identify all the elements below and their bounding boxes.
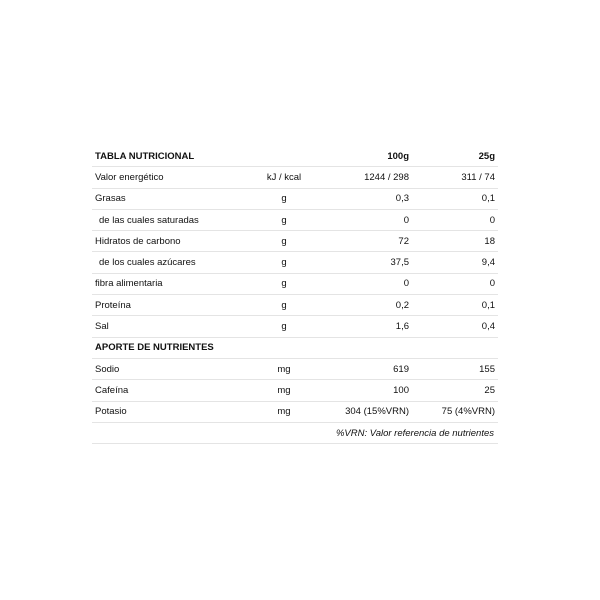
row-value-25g: 0,1 bbox=[412, 295, 498, 316]
row-label: Sodio bbox=[92, 358, 250, 379]
row-unit: mg bbox=[250, 358, 318, 379]
row-value-100g: 72 bbox=[318, 231, 412, 252]
footnote: %VRN: Valor referencia de nutrientes bbox=[92, 422, 498, 443]
row-value-25g: 9,4 bbox=[412, 252, 498, 273]
row-value-100g: 37,5 bbox=[318, 252, 412, 273]
table-row bbox=[92, 316, 498, 337]
table-title: TABLA NUTRICIONAL bbox=[92, 146, 250, 167]
table-row bbox=[92, 209, 498, 230]
row-label: Cafeína bbox=[92, 380, 250, 401]
section-header-row bbox=[92, 337, 498, 358]
row-unit: g bbox=[250, 295, 318, 316]
row-value-100g: 0,2 bbox=[318, 295, 412, 316]
table-row bbox=[92, 188, 498, 209]
row-label: Hidratos de carbono bbox=[92, 231, 250, 252]
row-unit: g bbox=[250, 273, 318, 294]
row-value-100g: 0 bbox=[318, 273, 412, 294]
row-label: de los cuales azúcares bbox=[92, 252, 250, 273]
row-value-100g: 1,6 bbox=[318, 316, 412, 337]
table-row bbox=[92, 167, 498, 188]
header-25g: 25g bbox=[412, 146, 498, 167]
row-label: Grasas bbox=[92, 188, 250, 209]
row-unit: g bbox=[250, 188, 318, 209]
row-label: Valor energético bbox=[92, 167, 250, 188]
row-label: fibra alimentaria bbox=[92, 273, 250, 294]
table-row bbox=[92, 252, 498, 273]
row-value-25g: 0,4 bbox=[412, 316, 498, 337]
table-row bbox=[92, 380, 498, 401]
table-row bbox=[92, 273, 498, 294]
header-unit-cell bbox=[250, 146, 318, 167]
row-label: Sal bbox=[92, 316, 250, 337]
table-row bbox=[92, 358, 498, 379]
row-value-100g: 100 bbox=[318, 380, 412, 401]
row-value-100g: 0,3 bbox=[318, 188, 412, 209]
row-unit: g bbox=[250, 316, 318, 337]
row-label: Potasio bbox=[92, 401, 250, 422]
row-unit: g bbox=[250, 209, 318, 230]
row-unit: kJ / kcal bbox=[250, 167, 318, 188]
table-row bbox=[92, 295, 498, 316]
row-value-25g: 0 bbox=[412, 273, 498, 294]
row-value-25g: 311 / 74 bbox=[412, 167, 498, 188]
row-value-25g: 18 bbox=[412, 231, 498, 252]
table-row bbox=[92, 401, 498, 422]
row-label: de las cuales saturadas bbox=[92, 209, 250, 230]
row-unit: g bbox=[250, 252, 318, 273]
row-unit: mg bbox=[250, 380, 318, 401]
row-value-25g: 155 bbox=[412, 358, 498, 379]
header-100g: 100g bbox=[318, 146, 412, 167]
nutrition-table bbox=[92, 146, 498, 444]
row-label: Proteína bbox=[92, 295, 250, 316]
row-value-100g: 304 (15%VRN) bbox=[318, 401, 412, 422]
row-value-25g: 75 (4%VRN) bbox=[412, 401, 498, 422]
footnote-row bbox=[92, 422, 498, 443]
row-unit: g bbox=[250, 231, 318, 252]
table-row bbox=[92, 231, 498, 252]
row-value-25g: 0 bbox=[412, 209, 498, 230]
row-value-100g: 619 bbox=[318, 358, 412, 379]
table-header-row bbox=[92, 146, 498, 167]
section-title: APORTE DE NUTRIENTES bbox=[92, 337, 498, 358]
row-value-25g: 25 bbox=[412, 380, 498, 401]
row-value-100g: 1244 / 298 bbox=[318, 167, 412, 188]
row-value-100g: 0 bbox=[318, 209, 412, 230]
row-value-25g: 0,1 bbox=[412, 188, 498, 209]
row-unit: mg bbox=[250, 401, 318, 422]
